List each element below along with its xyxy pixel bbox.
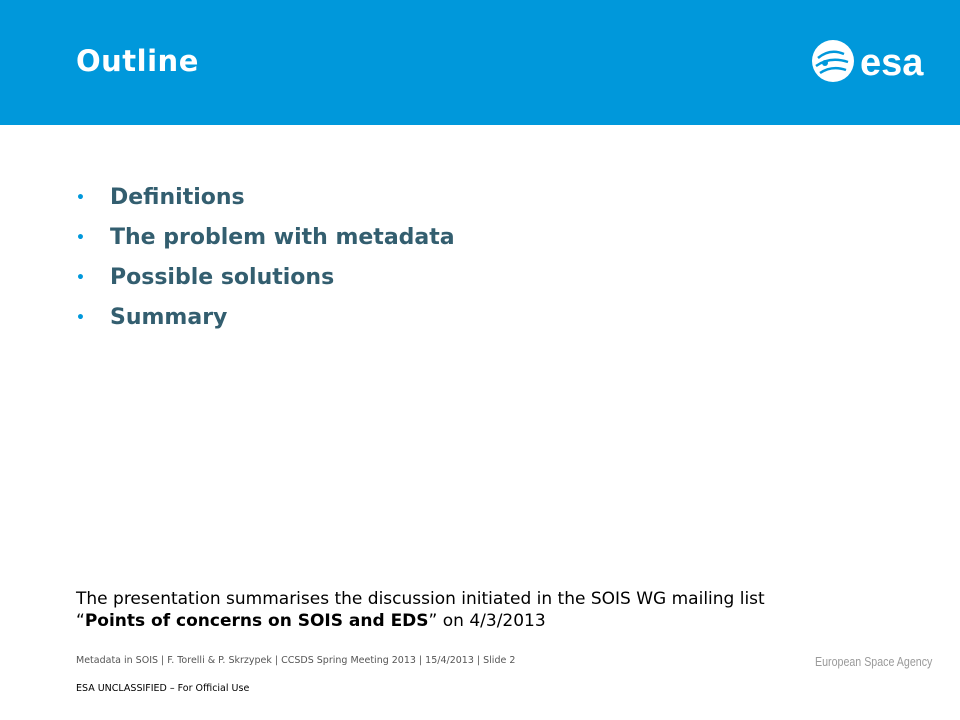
list-item [76, 298, 455, 338]
open-quote: “ [76, 611, 85, 631]
summary-note [76, 588, 876, 632]
list-item-label: Summary [110, 305, 228, 330]
classification-label: ESA UNCLASSIFIED – For Official Use [76, 683, 250, 694]
bullet-icon: • [76, 310, 85, 326]
bullet-icon: • [76, 270, 85, 286]
esa-logo-icon [812, 40, 854, 82]
list-item [76, 178, 455, 218]
list-item [76, 258, 455, 298]
mailing-thread-title: Points of concerns on SOIS and EDS [84, 611, 429, 631]
outline-list [76, 178, 455, 338]
footer-agency-name: European Space Agency [815, 654, 933, 669]
list-item-label: Possible solutions [110, 265, 335, 290]
bullet-icon: • [76, 190, 85, 206]
list-item-label: Definitions [110, 185, 245, 210]
footer-meta: Metadata in SOIS | F. Torelli & P. Skrzypek | CCSDS Spring Meeting 2013 | 15/4/2013 | Slide 2 [76, 655, 516, 666]
list-item [76, 218, 455, 258]
note-line-2 [76, 610, 876, 632]
note-date: ” on 4/3/2013 [428, 611, 546, 631]
slide-title: Outline [76, 44, 199, 78]
header-bar [0, 0, 960, 125]
esa-logo [808, 36, 938, 86]
list-item-label: The problem with metadata [110, 225, 455, 250]
bullet-icon: • [76, 230, 85, 246]
logo-text: esa [860, 42, 924, 84]
note-line-1: The presentation summarises the discussion initiated in the SOIS WG mailing list [76, 589, 765, 609]
